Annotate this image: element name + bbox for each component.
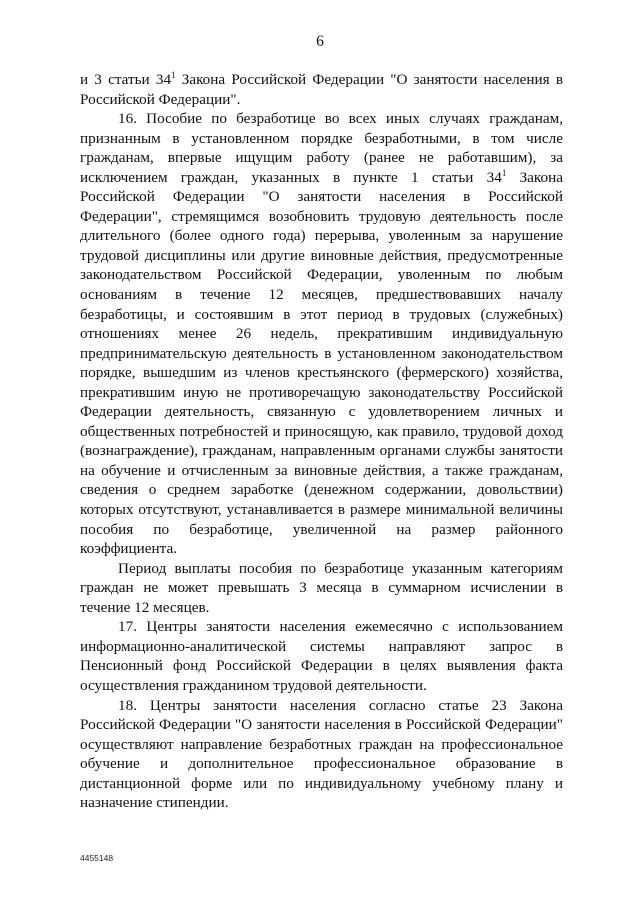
page-number: 6 (316, 33, 324, 50)
superscript-mark: 1 (501, 167, 507, 178)
paragraph-16: 16. Пособие по безработице во всех иных случаях гражданам, признанным в установленном порядке безработными, в том числе гражданам, впервые ищущим работу (ранее не работавшим), за исключением граждан, указанных в пункте 1 статьи $34^1$ Закона Российской Федерации "О занятости населения в Российской Федерации", стремящимся возобновить трудовую деятельность после длительного (более одного года) перерыва, уволенным за нарушение трудовой дисциплины или другие виновные действия, предусмотренные законодательством Российской Федерации, уволенным по любым основаниям в течение 12 месяцев, предшествовавших началу безработицы, и состоявшим в этот период в трудовых (служебных) отношениях менее 26 недель, прекратившим индивидуальную предпринимательскую деятельность в установленном законодательством порядке, вышедшим из членов крестьянского (фермерского) хозяйства, прекратившим иную не противоречащую законодательству Российской Федерации деятельность, связанную с удовлетворением личных и общественных потребностей и приносящую, как правило, трудовой доход (вознаграждение), гражданам, направленным органами службы занятости на обучение и отчисленным за виновные действия, а также гражданам, сведения о среднем заработке (денежном содержании, довольствии) которых отсутствуют, устанавливается в размере минимальной величины пособия по безработице, увеличенной на размер районного коэффициента. (80, 110, 563, 558)
document-code: 4455148 (80, 853, 114, 863)
superscript-mark: 1 (171, 70, 176, 80)
document-body (80, 70, 563, 813)
paragraph-18: 18. Центры занятости населения согласно статье 23 Закона Российской Федерации "О занятости населения в Российской Федерации" осуществляют направление безработных граждан на профессиональное обучение и дополнительное профессиональное образование в дистанционной форме или по индивидуальному учебному плану и назначение стипендии. (80, 696, 563, 812)
paragraph-15-continuation: и 3 статьи $34^1$ Закона Российской Федерации "О занятости населения в Российской Федерации". (80, 70, 563, 108)
paragraph-16-payment-period: Период выплаты пособия по безработице указанным категориям граждан не может превышать 3 месяца в суммарном исчислении в течение 12 месяцев. (80, 559, 563, 616)
paragraph-17: 17. Центры занятости населения ежемесячно с использованием информационно-аналитической системы направляют запрос в Пенсионный фонд Российской Федерации в целях выявления факта осуществления гражданином трудовой деятельности. (80, 618, 563, 694)
